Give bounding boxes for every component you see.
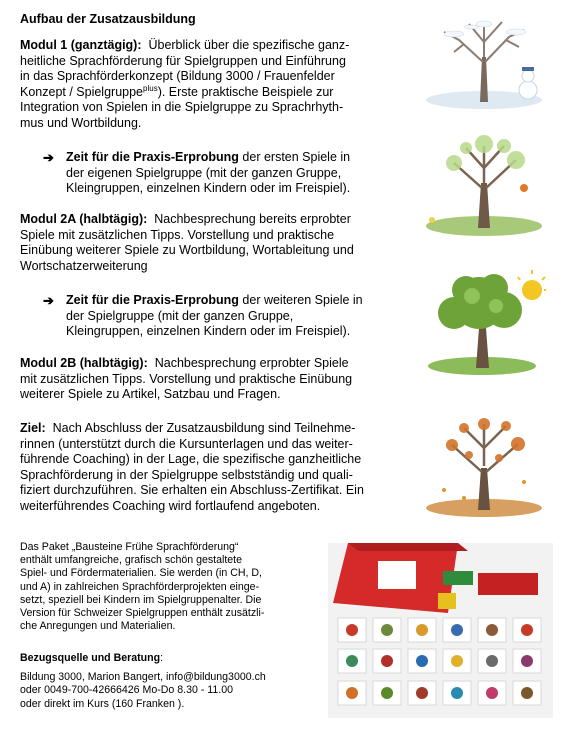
ziel-text: rinnen (unterstützt durch die Kursunterlagen und das weiter-	[20, 436, 353, 451]
paket-text: che Anregungen und Materialien.	[20, 620, 176, 633]
praxis-2-text: Kleingruppen, einzelnen Kindern oder im Freispiel).	[66, 324, 351, 338]
ziel-text: führende Coaching) in der Lage, die spezifische ganzheitliche	[20, 452, 362, 466]
modul-1-text: ). Erste praktische Beispiele zur	[157, 84, 334, 99]
modul-1-text: in das Sprachförderkonzept (Bildung 3000 / Frauenfelder	[20, 69, 335, 83]
modul-2a-text: Nachbesprechung bereits erprobter	[154, 212, 351, 226]
modul-2a-text: Einübung weiterer Spiele zu Wortbildung, Wortableitung und	[20, 243, 354, 257]
modul-1-text: mus und Wortbildung.	[20, 115, 142, 130]
modul-1-label: Modul 1 (ganztägig):	[20, 38, 142, 52]
praxis-1-label: Zeit für die Praxis-Erprobung	[66, 150, 239, 164]
paket-text: Version für Schweizer Spielgruppen enthält zusätzli-	[20, 607, 265, 620]
modul-2a-label: Modul 2A (halbtägig):	[20, 212, 148, 226]
paket-section	[20, 541, 320, 633]
modul-1-text: Integration von Spielen in die Spielgruppe zu Sprachrhyth-	[20, 100, 344, 114]
game-box-photo	[328, 543, 553, 718]
modul-1-text: Überblick über die spezifische ganz-	[148, 38, 350, 52]
autumn-tree-illustration	[424, 410, 546, 518]
ziel-label: Ziel:	[20, 421, 46, 435]
praxis-2-label: Zeit für die Praxis-Erprobung	[66, 293, 239, 307]
praxis-2-text: der Spielgruppe (mit der ganzen Gruppe,	[66, 308, 294, 323]
modul-2b-text: Nachbesprechung erprobter Spiele	[154, 356, 349, 370]
paket-text: setzt, speziell bei Kindern im Spielgruppenalter. Die	[20, 593, 262, 606]
modul-1-section	[20, 38, 410, 131]
paket-text: und A) in zahlreichen Sprachförderprojekten einge-	[20, 580, 260, 593]
praxis-1-text: der eigenen Spielgruppe (mit der ganzen Gruppe,	[66, 165, 342, 180]
summer-tree-illustration	[424, 268, 546, 376]
paket-text: Spiel- und Fördermaterialien. Sie werden (in CH, D,	[20, 567, 262, 580]
bezug-section	[20, 652, 320, 711]
praxis-1-text: der ersten Spiele in	[238, 150, 351, 164]
modul-2b-section	[20, 356, 410, 403]
bezug-heading: Bezugsquelle und Beratung	[20, 652, 161, 664]
ziel-text: weiterführendes Coaching wird fortlaufend angeboten.	[20, 498, 321, 513]
modul-1-text: heitliche Sprachförderung für Spielgruppen und Einführung	[20, 53, 346, 68]
modul-2b-label: Modul 2B (halbtägig):	[20, 356, 148, 370]
modul-1-text: Konzept / Spielgruppe	[20, 84, 144, 99]
ziel-text: Nach Abschluss der Zusatzausbildung sind Teilnehme-	[52, 421, 356, 435]
praxis-1-text: Kleingruppen, einzelnen Kindern oder im Freispiel).	[66, 181, 351, 195]
bezug-text: oder direkt im Kurs (160 Franken ).	[20, 697, 185, 710]
arrow-right-icon: ➔	[43, 150, 54, 165]
modul-2b-text: mit zusätzlichen Tipps. Vorstellung und praktische Einübung	[20, 371, 353, 386]
modul-2a-text: Wortschatzerweiterung	[20, 258, 148, 273]
modul-2a-section	[20, 212, 410, 274]
bezug-colon: :	[160, 652, 164, 664]
spring-tree-illustration	[424, 128, 546, 238]
praxis-2-text: der weiteren Spiele in	[238, 293, 363, 307]
bezug-text: oder 0049-700-42666426 Mo-Do 8.30 - 11.00	[20, 684, 234, 697]
paket-text: enthält umfangreiche, grafisch schön gestaltete	[20, 554, 243, 567]
arrow-right-icon: ➔	[43, 293, 54, 308]
modul-2a-text: Spiele mit zusätzlichen Tipps. Vorstellung und praktische	[20, 227, 335, 242]
modul-2b-text: weiterer Spiele zu Artikel, Satzbau und Fragen.	[20, 387, 281, 401]
winter-tree-illustration	[424, 12, 546, 110]
bezug-text: Bildung 3000, Marion Bangert, info@bildung3000.ch	[20, 671, 266, 684]
ziel-section	[20, 421, 415, 514]
ziel-text: Sprachförderung in der Spielgruppe selbstständig und quali-	[20, 467, 353, 482]
ziel-text: fiziert durchzuführen. Sie erhalten ein Abschluss-Zertifikat. Ein	[20, 483, 364, 497]
paket-text: Das Paket „Bausteine Frühe Sprachförderung“	[20, 541, 239, 553]
plus-superscript: plus	[143, 83, 158, 93]
praxis-2-block	[43, 293, 403, 343]
praxis-1-block	[43, 150, 403, 200]
page-title: Aufbau der Zusatzausbildung	[20, 12, 196, 26]
